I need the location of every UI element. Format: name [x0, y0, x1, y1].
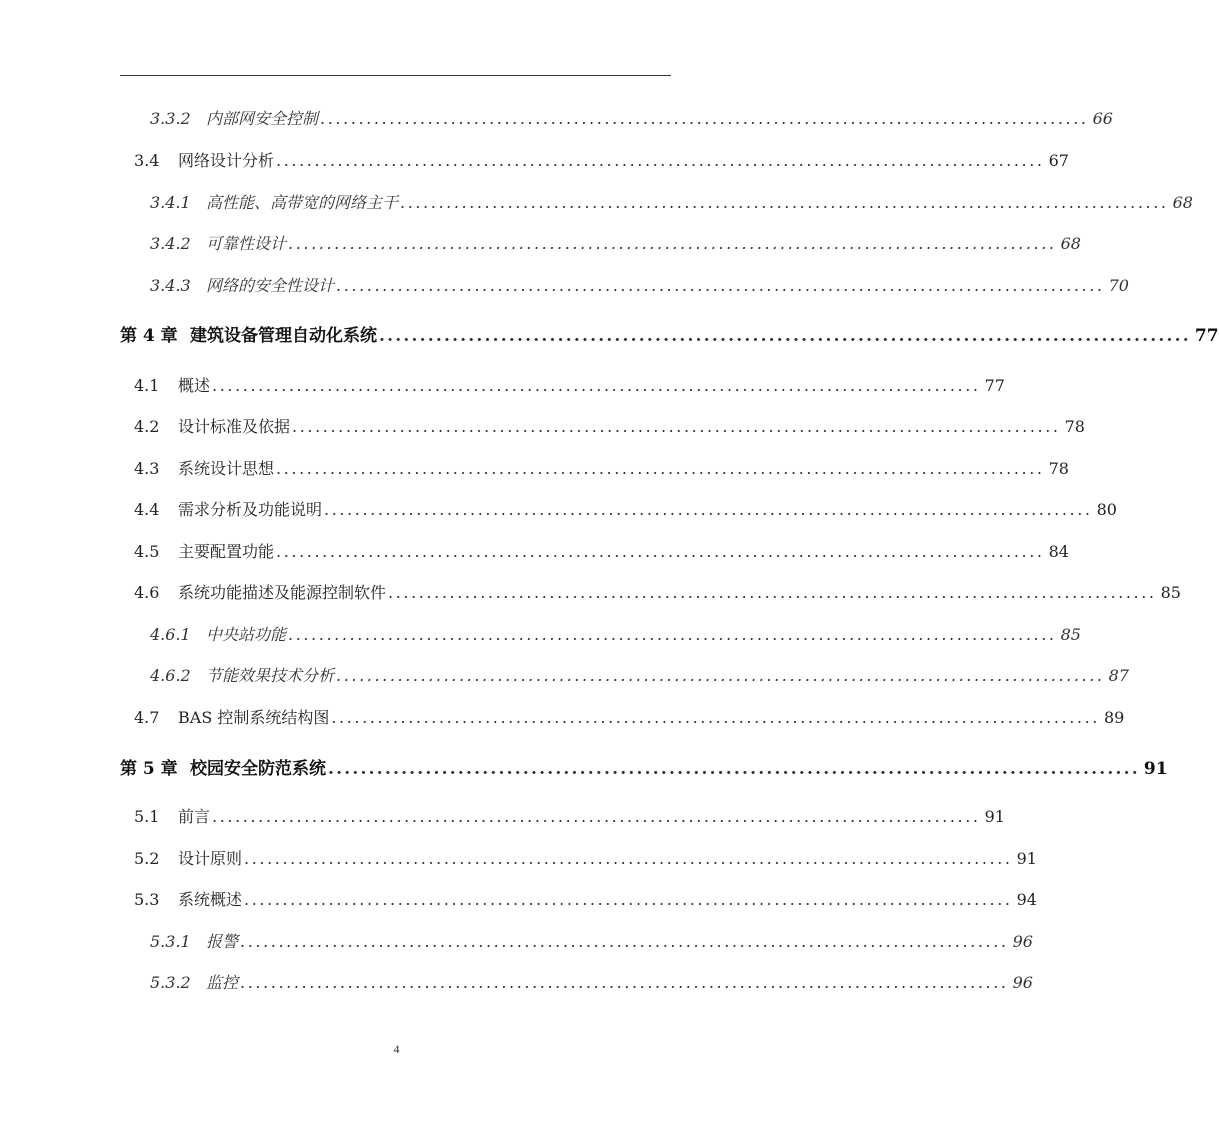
toc-entry[interactable]: [134, 705, 1125, 728]
page-number: 66: [1092, 109, 1113, 128]
page-number: 94: [1016, 890, 1037, 909]
page-number: 78: [1064, 417, 1085, 436]
dot-leader: ....................................................................................................: [379, 326, 1191, 346]
dot-leader: ....................................................................................................: [244, 849, 1013, 868]
page-number: 68: [1172, 193, 1193, 212]
chapter-title: 校园安全防范系统: [190, 759, 326, 779]
section-number: 4.3: [134, 459, 160, 478]
toc-entry[interactable]: [150, 106, 1113, 129]
dot-leader: ....................................................................................................: [292, 417, 1061, 436]
page-number: 84: [1048, 542, 1069, 561]
toc-entry[interactable]: [134, 414, 1085, 437]
dot-leader: ....................................................................................................: [240, 932, 1009, 951]
section-number: 4.6.1: [150, 625, 191, 644]
section-number: 4.6: [134, 583, 160, 602]
section-title: 系统设计思想: [178, 459, 275, 478]
page-number: 78: [1048, 459, 1069, 478]
section-number: 4.2: [134, 417, 160, 436]
section-number: 3.3.2: [150, 109, 191, 128]
dot-leader: ....................................................................................................: [388, 583, 1157, 602]
section-title: 可靠性设计: [206, 234, 287, 253]
section-title: 主要配置功能: [178, 542, 275, 561]
section-title: 内部网安全控制: [206, 109, 319, 128]
page-number: 85: [1060, 625, 1081, 644]
dot-leader: ....................................................................................................: [336, 666, 1105, 685]
dot-leader: ....................................................................................................: [331, 708, 1100, 727]
page-number: 91: [1143, 759, 1168, 779]
section-number: 3.4.3: [150, 276, 191, 295]
dot-leader: ....................................................................................................: [324, 500, 1093, 519]
section-title: 节能效果技术分析: [206, 666, 335, 685]
section-number: 5.3: [134, 890, 160, 909]
section-title: BAS 控制系统结构图: [178, 708, 330, 727]
section-title: 高性能、高带宽的网络主干: [206, 193, 399, 212]
section-number: 3.4: [134, 151, 160, 170]
toc-chapter-entry[interactable]: [120, 754, 1168, 779]
dot-leader: ....................................................................................................: [212, 376, 981, 395]
section-number: 5.3.2: [150, 973, 191, 992]
section-number: 5.3.1: [150, 932, 191, 951]
dot-leader: ....................................................................................................: [276, 542, 1045, 561]
toc-entry[interactable]: [134, 580, 1181, 603]
page-number: 77: [984, 376, 1005, 395]
toc-entry[interactable]: [150, 231, 1081, 254]
dot-leader: ....................................................................................................: [328, 759, 1140, 779]
page-number: 67: [1048, 151, 1069, 170]
toc-entry[interactable]: [150, 622, 1081, 645]
section-number: 4.1: [134, 376, 160, 395]
toc-entry[interactable]: [134, 539, 1069, 562]
dot-leader: ....................................................................................................: [336, 276, 1105, 295]
toc-entry[interactable]: [134, 804, 1005, 827]
dot-leader: ....................................................................................................: [240, 973, 1009, 992]
section-number: 4.4: [134, 500, 160, 519]
toc-entry[interactable]: [134, 373, 1005, 396]
page-number: 68: [1060, 234, 1081, 253]
toc-entry[interactable]: [150, 970, 1033, 993]
toc-chapter-entry[interactable]: [120, 321, 1219, 346]
section-title: 报警: [206, 932, 239, 951]
page-number: 91: [1016, 849, 1037, 868]
section-title: 概述: [178, 376, 211, 395]
chapter-number: 第 5 章: [120, 759, 178, 779]
dot-leader: ....................................................................................................: [212, 807, 981, 826]
section-title: 系统概述: [178, 890, 243, 909]
toc-entry[interactable]: [150, 190, 1193, 213]
section-number: 4.6.2: [150, 666, 191, 685]
chapter-title: 建筑设备管理自动化系统: [190, 326, 377, 346]
page-number: 91: [984, 807, 1005, 826]
toc-entry[interactable]: [150, 663, 1129, 686]
section-number: 4.5: [134, 542, 160, 561]
section-title: 网络设计分析: [178, 151, 275, 170]
page-number: 96: [1012, 973, 1033, 992]
page-number: 87: [1108, 666, 1129, 685]
section-title: 需求分析及功能说明: [178, 500, 323, 519]
section-title: 网络的安全性设计: [206, 276, 335, 295]
toc-entry[interactable]: [134, 887, 1037, 910]
chapter-number: 第 4 章: [120, 326, 178, 346]
page-number: 77: [1194, 326, 1219, 346]
section-title: 中央站功能: [206, 625, 287, 644]
dot-leader: ....................................................................................................: [288, 625, 1057, 644]
dot-leader: ....................................................................................................: [244, 890, 1013, 909]
toc-entry[interactable]: [134, 456, 1069, 479]
section-number: 3.4.1: [150, 193, 191, 212]
page-number: 70: [1108, 276, 1129, 295]
section-number: 5.1: [134, 807, 160, 826]
section-title: 前言: [178, 807, 211, 826]
dot-leader: ....................................................................................................: [400, 193, 1169, 212]
section-number: 4.7: [134, 708, 160, 727]
page-number: 80: [1096, 500, 1117, 519]
toc-entry[interactable]: [150, 273, 1129, 296]
section-title: 系统功能描述及能源控制软件: [178, 583, 387, 602]
section-title: 设计原则: [178, 849, 243, 868]
section-number: 3.4.2: [150, 234, 191, 253]
toc-entry[interactable]: [134, 497, 1117, 520]
section-title: 监控: [206, 973, 239, 992]
toc-entry[interactable]: [134, 846, 1037, 869]
dot-leader: ....................................................................................................: [288, 234, 1057, 253]
section-title: 设计标准及依据: [178, 417, 291, 436]
page-number: 85: [1160, 583, 1181, 602]
dot-leader: ....................................................................................................: [276, 151, 1045, 170]
section-number: 5.2: [134, 849, 160, 868]
page-number: 89: [1103, 708, 1125, 727]
page-number: 96: [1012, 932, 1033, 951]
dot-leader: ....................................................................................................: [320, 109, 1089, 128]
toc-entry[interactable]: [150, 929, 1033, 952]
dot-leader: ....................................................................................................: [276, 459, 1045, 478]
toc-entry[interactable]: [134, 148, 1069, 171]
page-footer-number: 4: [393, 1042, 400, 1056]
